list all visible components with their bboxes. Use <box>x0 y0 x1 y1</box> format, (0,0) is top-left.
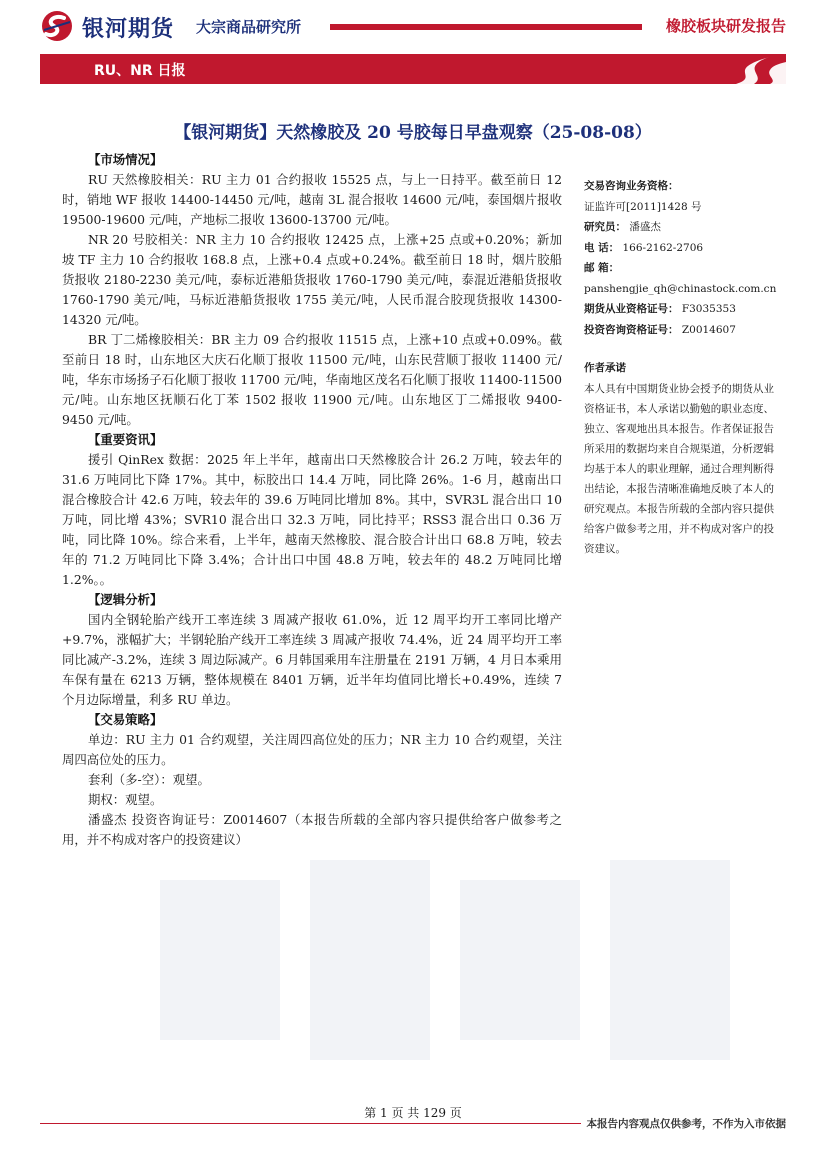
section-heading: 【市场情况】 <box>88 152 163 167</box>
futures-cert-row <box>584 299 774 320</box>
invest-cert-label: 投资咨询资格证号： <box>584 323 679 336</box>
institute-name: 大宗商品研究所 <box>196 18 302 36</box>
paragraph: 国内全钢轮胎产线开工率连续 3 周减产报收 61.0%，近 12 周平均开工率同比增产+9.7%，涨幅扩大；半钢轮胎产线开工率连续 3 周减产报收 74.4%，近 24 周平均开工率同比减产-3.2%，连续 3 周边际减产。6 月韩国乘用车注册量在 2191 万辆，4 月日本乘用车保有量在 6213 万辆，整体规模在 8401 万辆，近半年均值同比增长+0.49%，连续 7 个月边际增量，利多 RU 单边。 <box>62 612 562 707</box>
section-heading: 【重要资讯】 <box>88 432 163 447</box>
report-title: 【银河期货】天然橡胶及 20 号胶每日早盘观察（25-08-08） <box>174 123 652 143</box>
phone-value: 166-2162-2706 <box>622 241 704 254</box>
report-type: 橡胶板块研发报告 <box>665 17 786 35</box>
qualification-value: 证监许可[2011]1428 号 <box>584 200 702 213</box>
swoosh-icon <box>586 54 786 84</box>
analyst-row <box>584 217 774 238</box>
invest-cert-row <box>584 320 774 341</box>
section-heading: 【逻辑分析】 <box>88 592 163 607</box>
watermark-logo-icon <box>160 860 740 1060</box>
header-divider <box>330 24 642 30</box>
company-name: 银河期货 <box>82 17 175 42</box>
section-logic <box>62 590 562 710</box>
paragraph: RU 天然橡胶相关：RU 主力 01 合约报收 15525 点，与上一日持平。截至前日 12 时，销地 WF 报收 14400-14450 元/吨，越南 3L 混合报收 14600 元/吨，泰国烟片报收 19500-19600 元/吨，产地标二报收 13600-13700 元/吨。 <box>62 172 562 227</box>
paragraph: 单边：RU 主力 01 合约观望，关注周四高位处的压力；NR 主力 10 合约观望，关注周四高位处的压力。 <box>62 732 562 767</box>
analyst-sidebar <box>584 176 777 559</box>
report-banner <box>40 54 786 84</box>
analyst-label: 研究员： <box>584 221 626 233</box>
page-header <box>0 0 826 50</box>
paragraph: NR 20 号胶相关：NR 主力 10 合约报收 12425 点，上涨+25 点或+0.20%；新加坡 TF 主力 10 合约报收 168.8 点，上涨+0.4 点或+0.24%。截至前日 18 时，烟片胶船货报收 2180-2230 美元/吨，泰标近港船货报收 1760-1790 美元/吨，泰混近港船货报收 1760-1790 美元/吨，马标近港船货报收 1755 美元/吨，人民币混合胶现货报收 14300-14320 元/吨。 <box>62 232 562 327</box>
qualification-label: 交易咨询业务资格： <box>584 180 679 192</box>
analyst-name: 潘盛杰 <box>629 221 661 233</box>
company-logo-icon <box>40 10 74 42</box>
paragraph: 潘盛杰 投资咨询证号：Z0014607（本报告所载的全部内容只提供给客户做参考之用，并不构成对客户的投资建议） <box>62 812 562 847</box>
footer-disclaimer: 本报告内容观点仅供参考，不作为入市依据 <box>581 1116 787 1131</box>
futures-cert-label: 期货从业资格证号： <box>584 303 679 315</box>
commitment-title: 作者承诺 <box>584 362 626 374</box>
invest-cert-value: Z0014607 <box>681 323 736 336</box>
page-number: 第 1 页 共 129 页 <box>364 1106 462 1120</box>
section-market <box>62 150 562 430</box>
phone-row <box>584 238 774 259</box>
paragraph: 期权：观望。 <box>88 792 163 807</box>
email-label: 邮 箱： <box>584 262 620 274</box>
banner-label: RU、NR 日报 <box>94 63 186 79</box>
section-heading: 【交易策略】 <box>88 712 163 727</box>
commitment-text: 本人具有中国期货业协会授予的期货从业资格证书，本人承诺以勤勉的职业态度、独立、客观地出具本报告。作者保证报告所采用的数据均来自合规渠道，分析逻辑均基于本人的职业理解，通过合理判断得出结论，本报告清晰准确地反映了本人的研究观点。本报告所载的全部内容只提供给客户做参考之用，并不构成对客户的投资建议。 <box>584 382 774 555</box>
futures-cert-value: F3035353 <box>681 303 736 315</box>
email-value[interactable]: panshengjie_qh@chinastock.com.cn <box>584 282 777 295</box>
phone-label: 电 话： <box>584 241 620 254</box>
paragraph: 套利（多-空）：观望。 <box>88 772 210 787</box>
paragraph: 援引 QinRex 数据：2025 年上半年，越南出口天然橡胶合计 26.2 万吨，较去年的 31.6 万吨同比下降 17%。其中，标胶出口 14.4 万吨，同比降 26%。1-6 月，越南出口混合橡胶合计 42.6 万吨，较去年的 39.6 万吨同比增加 8%。其中，SVR3L 混合出口 10 万吨，同比增 43%；SVR10 混合出口 32.3 万吨，同比持平；RSS3 混合出口 0.36 万吨，同比降 10%。综合来看，上半年，越南天然橡胶、混合胶合计出口 68.8 万吨，较去年的 71.2 万吨同比下降 3.4%；合计出口中国 48.8 万吨，较去年的 48.2 万吨同比增 1.2%。。 <box>62 452 562 587</box>
paragraph: BR 丁二烯橡胶相关：BR 主力 09 合约报收 11515 点，上涨+10 点或+0.09%。截至前日 18 时，山东地区大庆石化顺丁报收 11500 元/吨，山东民营顺丁报收 11400 元/吨，华东市场扬子石化顺丁报收 11700 元/吨，华南地区茂名石化顺丁报收 11400-11500 元/吨。山东地区抚顺石化丁苯 1502 报收 11900 元/吨。山东地区丁二烯报收 9400-9450 元/吨。 <box>62 332 562 427</box>
section-news <box>62 430 562 590</box>
section-strategy <box>62 710 562 850</box>
main-content <box>62 150 562 850</box>
